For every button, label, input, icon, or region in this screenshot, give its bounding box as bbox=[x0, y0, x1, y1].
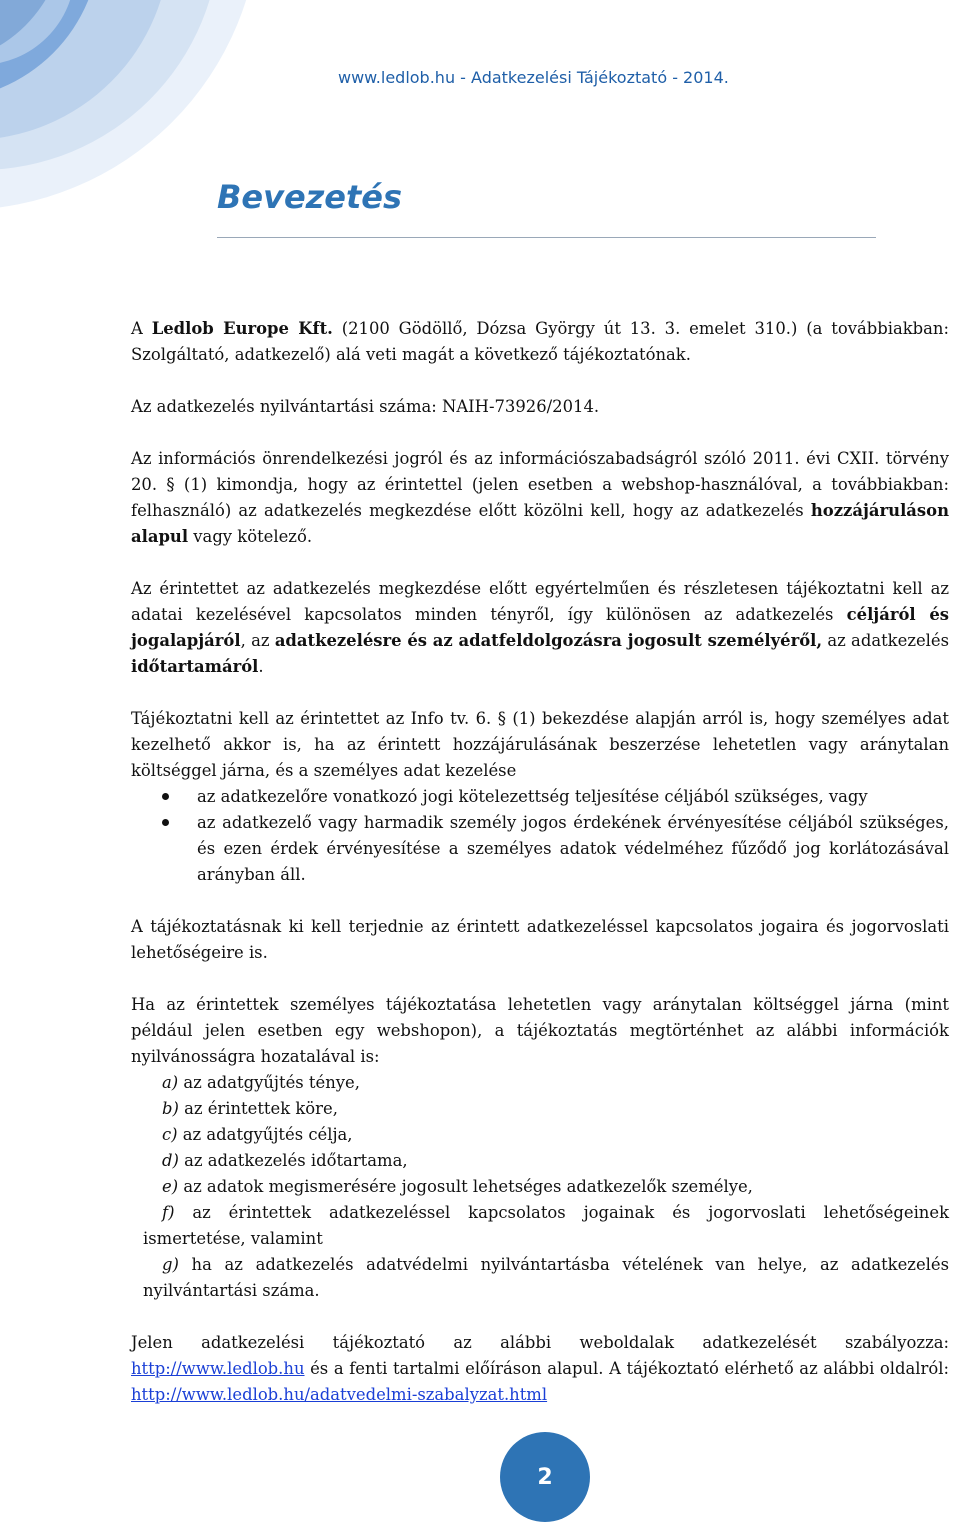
privacy-policy-link[interactable]: http://www.ledlob.hu/adatvedelmi-szabalyzat.html bbox=[131, 1385, 548, 1404]
list-item: f) az érintettek adatkezeléssel kapcsolatos jogainak és jogorvoslati lehetőségeinek ismertetése, valamint bbox=[143, 1203, 949, 1248]
paragraph-rights: A tájékoztatásnak ki kell terjednie az érintett adatkezeléssel kapcsolatos jogaira és jogorvoslati lehetőségeire is. bbox=[131, 917, 949, 962]
lettered-list bbox=[131, 1070, 949, 1304]
title-rule bbox=[217, 237, 876, 238]
paragraph-info-tv: Tájékoztatni kell az érintettet az Info tv. 6. § (1) bekezdése alapján arról is, hogy személyes adat kezelhető akkor is, ha az érintett hozzájárulásának beszerzése lehetetlen vagy aránytalan költséggel járna, és a személyes adat kezelése bbox=[131, 709, 949, 780]
list-item: az adatkezelőre vonatkozó jogi kötelezettség teljesítése céljából szükséges, vagy bbox=[131, 784, 949, 810]
list-item: c) az adatgyűjtés célja, bbox=[162, 1125, 353, 1144]
document-body bbox=[131, 316, 949, 1434]
page-title: Bevezetés bbox=[217, 178, 403, 216]
ledlob-homepage-link[interactable]: http://www.ledlob.hu bbox=[131, 1359, 305, 1378]
list-item: g) ha az adatkezelés adatvédelmi nyilvántartásba vételének van helye, az adatkezelés nyilvántartási száma. bbox=[143, 1255, 949, 1300]
list-item: e) az adatok megismerésére jogosult lehetséges adatkezelők személye, bbox=[162, 1177, 753, 1196]
header-text: www.ledlob.hu - Adatkezelési Tájékoztató - 2014. bbox=[338, 68, 729, 87]
company-name: Ledlob Europe Kft. bbox=[151, 319, 333, 338]
list-item: a) az adatgyűjtés ténye, bbox=[162, 1073, 360, 1092]
paragraph-registration: Az adatkezelés nyilvántartási száma: NAIH-73926/2014. bbox=[131, 397, 600, 416]
paragraph-publication: Ha az érintettek személyes tájékoztatása lehetetlen vagy aránytalan költséggel járna (mint például jelen esetben egy webshopon), a tájékoztatás megtörténhet az alábbi információk nyilvánosságra hozatalával is: bbox=[131, 995, 949, 1066]
paragraph-law: Az információs önrendelkezési jogról és az információszabadságról szóló 2011. évi CXII. törvény 20. § (1) kimondja, hogy az érintettel (jelen esetben a webshop-használóval, a továbbiakban: felhasználó) az adatkezelés megkezdése előtt közölni kell, hogy az adatkezelés hozzájáruláson alapul vagy kötelező. bbox=[131, 449, 949, 546]
list-item: az adatkezelő vagy harmadik személy jogos érdekének érvényesítése céljából szükséges, és ezen érdek érvényesítése a személyes adatok védelméhez fűződő jog korlátozásával arányban áll. bbox=[131, 810, 949, 888]
paragraph-intro: A Ledlob Europe Kft. (2100 Gödöllő, Dózsa György út 13. 3. emelet 310.) (a továbbiakban: Szolgáltató, adatkezelő) alá veti magát a következő tájékoztatónak. bbox=[131, 319, 949, 364]
list-item: b) az érintettek köre, bbox=[162, 1099, 338, 1118]
paragraph-websites: Jelen adatkezelési tájékoztató az alábbi weboldalak adatkezelését szabályozza: http://www.ledlob.hu és a fenti tartalmi előíráson alapul. A tájékoztató elérhető az alábbi oldalról: http://www.ledlob.hu/adatvedelmi-szabalyzat.html bbox=[131, 1333, 949, 1404]
bullet-list bbox=[131, 784, 949, 888]
page-number-badge: 2 bbox=[500, 1432, 590, 1522]
list-item: d) az adatkezelés időtartama, bbox=[162, 1151, 408, 1170]
paragraph-information: Az érintettet az adatkezelés megkezdése előtt egyértelműen és részletesen tájékoztatni kell az adatai kezelésével kapcsolatos minden tényről, így különösen az adatkezelés céljáról és jogalapjáról, az adatkezelésre és az adatfeldolgozásra jogosult személyéről, az adatkezelés időtartamáról. bbox=[131, 579, 950, 676]
